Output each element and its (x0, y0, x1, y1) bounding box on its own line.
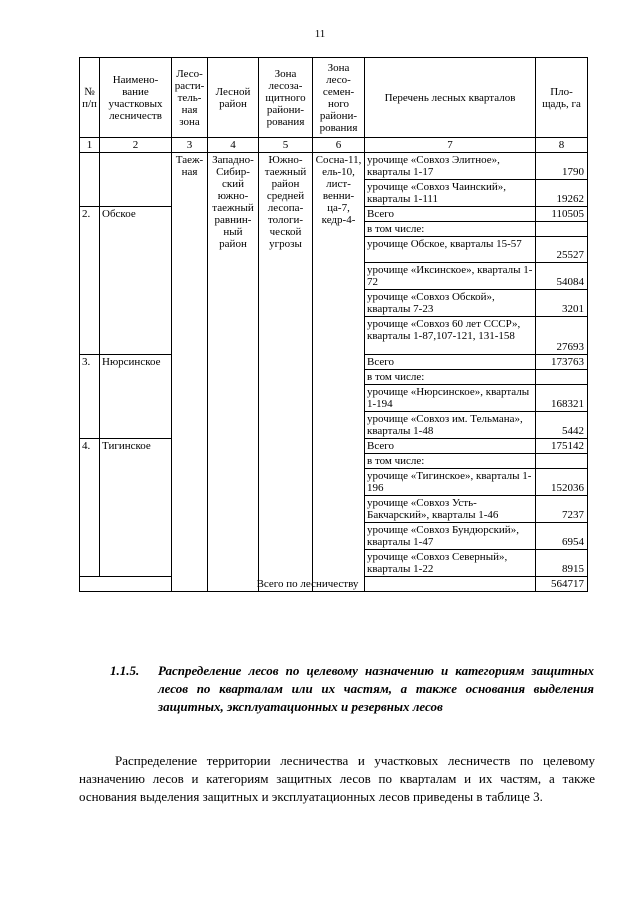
cell-including: в том числе: (365, 454, 536, 469)
cell-area: 25527 (536, 237, 588, 263)
cell-quarters: урочище Обское, кварталы 15-57 (365, 237, 536, 263)
cell-area: 3201 (536, 290, 588, 317)
col-number: 4 (208, 138, 259, 153)
forest-districts-table (79, 57, 588, 592)
header-protection-zone: Зона лесоза-щитного райони-рования (259, 58, 313, 138)
cell-quarters: урочище «Иксинское», кварталы 1-72 (365, 263, 536, 290)
cell-area: 8915 (536, 550, 588, 577)
section-heading (110, 662, 594, 716)
grand-total-label: Всего по лесничеству (80, 577, 536, 592)
cell-quarters: урочище «Совхоз им. Тельмана», кварталы 1-48 (365, 412, 536, 439)
grand-total-row (80, 577, 588, 592)
cell-quarters: урочище «Совхоз Северный», кварталы 1-22 (365, 550, 536, 577)
header-area: Пло-щадь, га (536, 58, 588, 138)
cell-quarters: урочище «Нюрсинское», кварталы 1-194 (365, 385, 536, 412)
cell-area: 54084 (536, 263, 588, 290)
cell-area: 19262 (536, 180, 588, 207)
col-number: 2 (100, 138, 172, 153)
cell-area: 168321 (536, 385, 588, 412)
cell-total-label: Всего (365, 207, 536, 222)
grand-total-value: 564717 (536, 577, 588, 592)
cell-total: 173763 (536, 355, 588, 370)
cell-empty (536, 454, 588, 469)
cell-including: в том числе: (365, 222, 536, 237)
cell-district-num: 2. (80, 207, 100, 355)
body-paragraph: Распределение территории лесничества и участковых лесничеств по целевому назначению лесов и категориям защитных лесов по кварталам и их частям, а также основания выделения защитных и эксплуатационных лесов приведены в таблице 3. (79, 753, 595, 804)
cell-quarters: урочище «Совхоз Обской», кварталы 7-23 (365, 290, 536, 317)
header-seed-zone: Зона лесо-семен-ного райони-рования (313, 58, 365, 138)
cell-total-label: Всего (365, 355, 536, 370)
cell-district-num: 4. (80, 439, 100, 577)
section-heading-number: 1.1.5. (110, 663, 140, 678)
header-district: Лесной район (208, 58, 259, 138)
cell-total: 175142 (536, 439, 588, 454)
cell-area: 27693 (536, 317, 588, 355)
cell-area: 1790 (536, 153, 588, 180)
cell-area: 152036 (536, 469, 588, 496)
cell-including: в том числе: (365, 370, 536, 385)
header-zone: Лесо-расти-тель-ная зона (172, 58, 208, 138)
cell-quarters: урочище «Совхоз Усть-Бакчарский», кварталы 1-46 (365, 496, 536, 523)
cell-empty (536, 370, 588, 385)
cell-area: 6954 (536, 523, 588, 550)
page-number: 11 (314, 28, 326, 40)
cell-empty (80, 153, 100, 207)
cell-quarters: урочище «Совхоз Элитное», кварталы 1-17 (365, 153, 536, 180)
col-number: 7 (365, 138, 536, 153)
cell-quarters: урочище «Совхоз Чаинский», кварталы 1-111 (365, 180, 536, 207)
cell-total-label: Всего (365, 439, 536, 454)
table-header-row (80, 58, 588, 138)
cell-forest-district: Западно-Сибир-ский южно-таежный равнин-ный район (208, 153, 259, 592)
cell-district-name: Нюрсинское (100, 355, 172, 439)
col-number: 5 (259, 138, 313, 153)
header-num: № п/п (80, 58, 100, 138)
cell-empty (100, 153, 172, 207)
cell-forest-zone: Таеж-ная (172, 153, 208, 592)
section-heading-text: Распределение лесов по целевому назначению и категориям защитных лесов по кварталам или их частям, а также основания выделения защитных, эксплуатационных и резервных лесов (158, 663, 594, 714)
column-number-row (80, 138, 588, 153)
col-number: 6 (313, 138, 365, 153)
cell-area: 7237 (536, 496, 588, 523)
cell-district-name: Обское (100, 207, 172, 355)
cell-quarters: урочище «Совхоз 60 лет СССР», кварталы 1-87,107-121, 131-158 (365, 317, 536, 355)
cell-empty (536, 222, 588, 237)
col-number: 3 (172, 138, 208, 153)
cell-total: 110505 (536, 207, 588, 222)
cell-district-name: Тигинское (100, 439, 172, 577)
header-name: Наимено-вание участковых лесничеств (100, 58, 172, 138)
cell-area: 5442 (536, 412, 588, 439)
table-row (80, 153, 588, 180)
header-quarters: Перечень лесных кварталов (365, 58, 536, 138)
cell-seed-zone: Сосна-11, ель-10, лист-венни-ца-7, кедр-4- (313, 153, 365, 592)
cell-quarters: урочище «Совхоз Бундюрский», кварталы 1-47 (365, 523, 536, 550)
cell-protection-zone: Южно-таежный район средней лесопа-тологи-ческой угрозы (259, 153, 313, 592)
cell-quarters: урочище «Тигинское», кварталы 1-196 (365, 469, 536, 496)
col-number: 8 (536, 138, 588, 153)
col-number: 1 (80, 138, 100, 153)
cell-district-num: 3. (80, 355, 100, 439)
